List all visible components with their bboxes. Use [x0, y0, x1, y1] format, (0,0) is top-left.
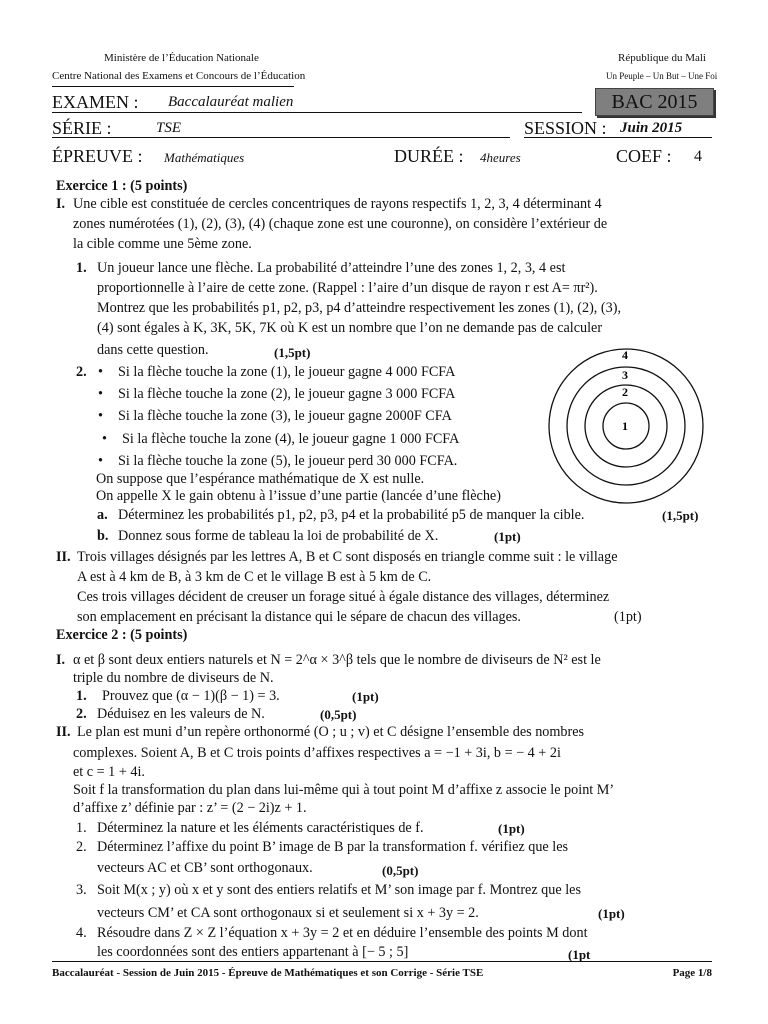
ex2-II-line1: Le plan est muni d’un repère orthonormé (O ; u ; v) et C désigne l’ensemble des nombres	[77, 724, 585, 740]
ex1-q2-bullet1: • Si la flèche touche la zone (1), le joueur gagne 4 000 FCFA	[118, 364, 455, 381]
duree-value: 4heures	[480, 150, 521, 165]
target-figure	[543, 346, 713, 506]
footer-left: Baccalauréat - Session de Juin 2015 - Épreuve de Mathématiques et son Corrige - Série TSE	[52, 967, 484, 979]
ex2-s3-line2: vecteurs CM’ et CA sont orthogonaux si et seulement si x + 3y = 2.	[97, 905, 479, 921]
ex2-q1: Prouvez que (α − 1)(β − 1) = 3.	[102, 688, 280, 704]
ex1-q1-line1: Un joueur lance une flèche. La probabilité d’atteindre l’une des zones 1, 2, 3, 4 est	[97, 260, 566, 276]
ex2-s4-num: 4.	[76, 925, 87, 941]
ex2-s1-num: 1.	[76, 820, 87, 836]
ex1-q2-bullet4: • Si la flèche touche la zone (4), le joueur gagne 1 000 FCFA	[122, 431, 459, 448]
ex2-s4-line2: les coordonnées sont des entiers appartenant à [− 5 ; 5]	[97, 944, 409, 960]
examen-value: Baccalauréat malien	[168, 94, 294, 110]
ex2-s2-num: 2.	[76, 839, 87, 855]
ex1-q2-bullet5: • Si la flèche touche la zone (5), le joueur perd 30 000 FCFA.	[118, 453, 457, 470]
republic: République du Mali	[618, 52, 706, 64]
target-label-2: 2	[622, 385, 628, 399]
ex1-II-mark: II.	[56, 549, 71, 565]
ex2-II-line3: et c = 1 + 4i.	[73, 764, 145, 780]
target-label-3: 3	[622, 368, 628, 382]
ex2-s2-points: (0,5pt)	[382, 863, 419, 878]
footer	[52, 967, 712, 979]
ex1-qb-mark: b.	[97, 528, 109, 544]
ex1-q2-bullet2: • Si la flèche touche la zone (2), le joueur gagne 3 000 FCFA	[118, 386, 455, 403]
examen-label: EXAMEN :	[52, 92, 139, 112]
bac-badge: BAC 2015	[595, 88, 714, 116]
target-label-1: 1	[622, 419, 628, 433]
serie-underline	[52, 137, 510, 138]
ex1-I-line1: Une cible est constituée de cercles concentriques de rayons respectifs 1, 2, 3, 4 déterminant 4	[73, 196, 602, 212]
ex2-s3-num: 3.	[76, 882, 87, 898]
ex2-q2: Déduisez en les valeurs de N.	[97, 706, 265, 722]
ex1-qa-mark: a.	[97, 507, 108, 523]
ministry: Ministère de l’Éducation Nationale	[104, 52, 259, 64]
ex2-s3-line1: Soit M(x ; y) où x et y sont des entiers relatifs et M’ son image par f. Montrez que les	[97, 882, 581, 898]
ex1-qb: Donnez sous forme de tableau la loi de probabilité de X.	[118, 528, 439, 544]
ex2-q2-num: 2.	[76, 706, 87, 722]
duree-label: DURÉE :	[394, 146, 464, 166]
ex1-I-line3: la cible comme une 5ème zone.	[73, 236, 252, 252]
epreuve-value: Mathématiques	[164, 150, 245, 165]
coef-label: COEF :	[616, 146, 672, 166]
ex1-I-mark: I.	[56, 196, 66, 212]
ex2-s1-points: (1pt)	[498, 821, 525, 836]
ex1-II-points: (1pt)	[614, 609, 642, 625]
ex2-q1-points: (1pt)	[352, 689, 379, 704]
ex1-q2-num: 2.	[76, 364, 87, 380]
serie-value: TSE	[156, 120, 182, 136]
ex1-II-line1: Trois villages désignés par les lettres A, B et C sont disposés en triangle comme suit : le village	[77, 549, 618, 565]
coef-value: 4	[694, 148, 702, 165]
ex2-s3-points: (1pt)	[598, 906, 625, 921]
ex1-qb-points: (1pt)	[494, 529, 521, 544]
ex2-s2-line2: vecteurs AC et CB’ sont orthogonaux.	[97, 860, 313, 876]
ex2-I-line2: triple du nombre de diviseurs de N.	[73, 670, 274, 686]
ex2-II-line4: Soit f la transformation du plan dans lui-même qui à tout point M d’affixe z associe le point M’	[73, 782, 615, 798]
ex2-II-line5: d’affixe z’ définie par : z’ = (2 − 2i)z + 1.	[73, 800, 307, 816]
ex1-q2-line6: On suppose que l’espérance mathématique de X est nulle.	[96, 471, 425, 487]
ex1-II-line3: Ces trois villages décident de creuser un forage situé à égale distance des villages, déterminez	[77, 589, 610, 605]
ex2-title: Exercice 2 : (5 points)	[56, 627, 188, 643]
ex1-q1-line3: Montrez que les probabilités p1, p2, p3, p4 d’atteindre respectivement les zones (1), (2), (3),	[97, 300, 621, 316]
ex1-q1-line4: (4) sont égales à K, 3K, 5K, 7K où K est un nombre que l’on ne demande pas de calculer	[97, 320, 603, 336]
centre-underline	[52, 86, 294, 87]
target-label-4: 4	[622, 348, 628, 362]
ex1-II-line4: son emplacement en précisant la distance qui le sépare de chacun des villages.	[77, 609, 521, 625]
ex1-q1-num: 1.	[76, 260, 87, 276]
ex1-II-line2: A est à 4 km de B, à 3 km de C et le village B est à 5 km de C.	[77, 569, 432, 585]
footer-page: Page 1/8	[672, 967, 712, 979]
ex2-II-mark: II.	[56, 724, 71, 740]
session-label: SESSION :	[524, 118, 607, 138]
ex1-q2-bullet3: • Si la flèche touche la zone (3), le joueur gagne 2000F CFA	[118, 408, 452, 425]
ex2-q2-points: (0,5pt)	[320, 707, 357, 722]
ex1-qa: Déterminez les probabilités p1, p2, p3, p4 et la probabilité p5 de manquer la cible.	[118, 507, 585, 523]
ex2-s4-points: (1pt	[568, 947, 591, 962]
ex1-title: Exercice 1 : (5 points)	[56, 178, 188, 194]
motto: Un Peuple – Un But – Une Foi	[606, 71, 718, 81]
ex2-s2-line1: Déterminez l’affixe du point B’ image de B par la transformation f. vérifiez que les	[97, 839, 569, 855]
examen-underline	[52, 112, 582, 113]
session-underline	[524, 137, 712, 138]
ex2-I-mark: I.	[56, 652, 66, 668]
ex1-qa-points: (1,5pt)	[662, 508, 699, 523]
session-value: Juin 2015	[620, 120, 683, 136]
ex2-I-line1: α et β sont deux entiers naturels et N = 2^α × 3^β tels que le nombre de diviseurs de N² est le	[73, 652, 601, 668]
serie-label: SÉRIE :	[52, 118, 112, 138]
ex2-s4-line1: Résoudre dans Z × Z l’équation x + 3y = 2 et en déduire l’ensemble des points M dont	[97, 925, 588, 941]
footer-rule	[52, 961, 712, 962]
ex1-I-line2: zones numérotées (1), (2), (3), (4) (chaque zone est une couronne), on considère l’extérieur de	[73, 216, 608, 232]
ex1-q1-points: (1,5pt)	[274, 345, 311, 360]
ex2-s1: Déterminez la nature et les éléments caractéristiques de f.	[97, 820, 424, 836]
epreuve-label: ÉPREUVE :	[52, 146, 143, 166]
ex2-q1-num: 1.	[76, 688, 87, 704]
ex1-q1-line2: proportionnelle à l’aire de cette zone. (Rappel : l’aire d’un disque de rayon r est A= πr²).	[97, 280, 598, 296]
centre-name: Centre National des Examens et Concours de l’Éducation	[52, 70, 306, 82]
ex1-q2-line7: On appelle X le gain obtenu à l’issue d’une partie (lancée d’une flèche)	[96, 488, 501, 504]
ex2-II-line2: complexes. Soient A, B et C trois points d’affixes respectives a = −1 + 3i, b = − 4 + 2i	[73, 745, 561, 761]
ex1-q1-line5: dans cette question.	[97, 342, 209, 358]
